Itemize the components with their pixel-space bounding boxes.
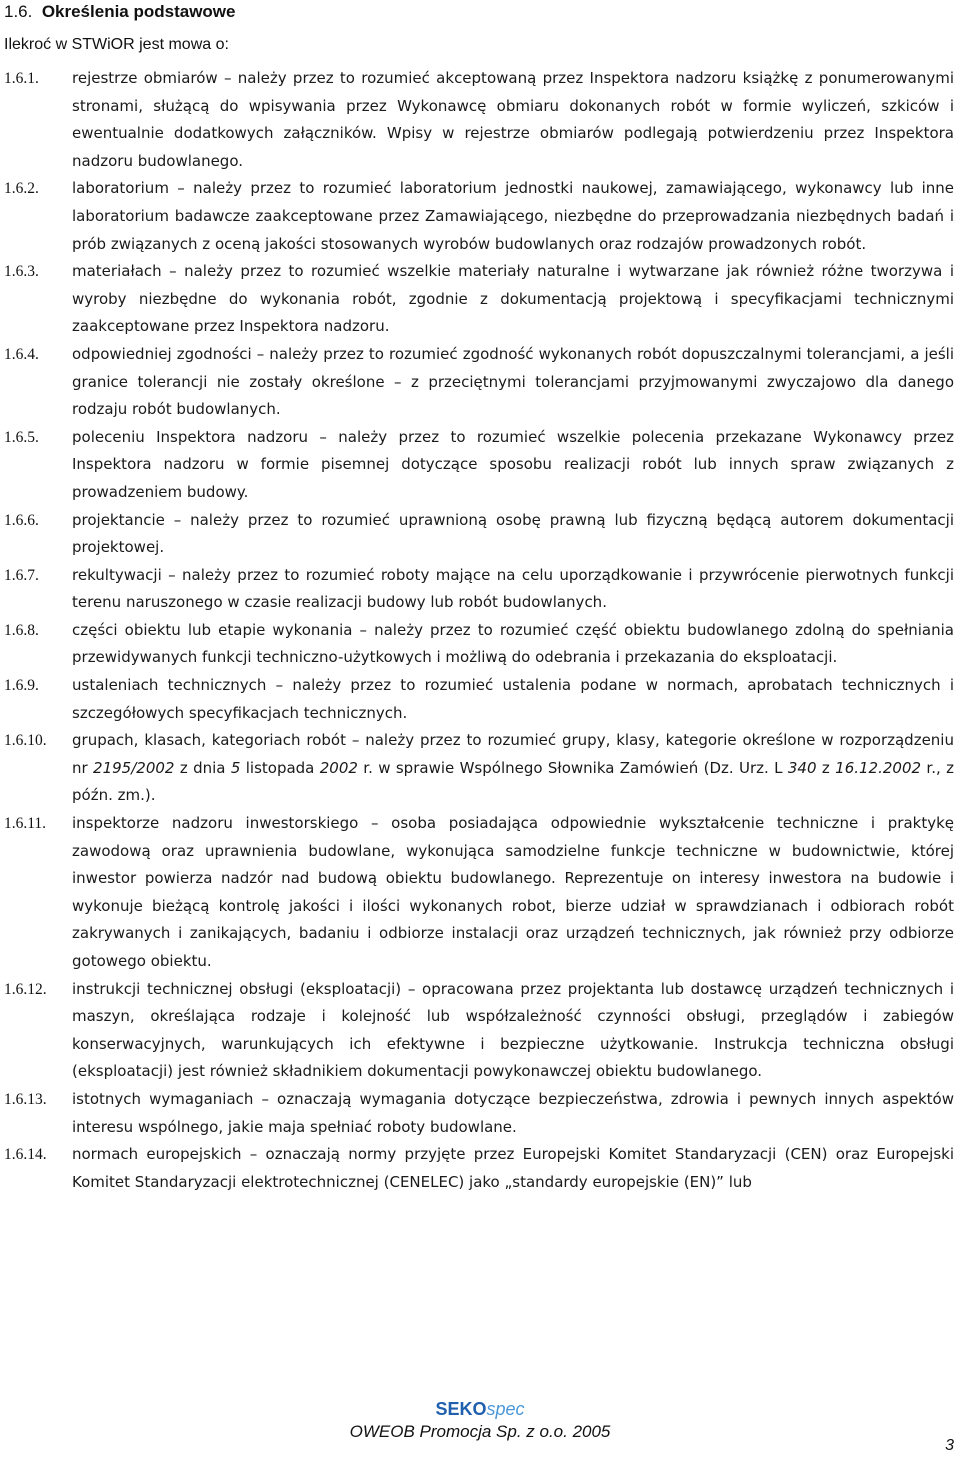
journal-number: 340 [787, 758, 817, 777]
definition-number: 1.6.11. [4, 815, 47, 833]
definition-item [4, 65, 954, 175]
definition-number: 1.6.14. [4, 1146, 47, 1164]
definition-text: istotnych wymaganiach – oznaczają wymagania dotyczące bezpieczeństwa, zdrowia i pewnych innych aspektów interesu wspólnego, jakie maja spełniać roboty budowlane. [72, 1089, 954, 1136]
definition-item [4, 562, 954, 617]
regulation-year: 2002 [319, 758, 358, 777]
definition-text [72, 727, 954, 810]
definition-number: 1.6.3. [4, 263, 39, 281]
regulation-day: 5 [230, 758, 241, 777]
definition-item [4, 1141, 954, 1196]
definition-item [4, 727, 954, 810]
definition-item [4, 1086, 954, 1141]
definition-text: części obiektu lub etapie wykonania – należy przez to rozumieć część obiektu budowlanego zdolną do spełniania przewidywanych funkcji techniczno-użytkowych i możliwą do odebrania i przekazania do eksploatacji. [72, 620, 954, 667]
definition-item [4, 341, 954, 424]
section-number: 1.6. [4, 2, 33, 21]
definition-text: laboratorium – należy przez to rozumieć laboratorium jednostki naukowej, zamawiającego, wykonawcy lub inne laboratorium badawcze zaakceptowane przez Zamawiającego, niezbędne do przeprowadzania niezbędnych badań i prób związanych z oceną jakości stosowanych wyrobów budowlanych oraz rodzajów prowadzonych robót. [72, 179, 954, 253]
definition-text-part: z dnia [174, 758, 231, 777]
definition-number: 1.6.1. [4, 70, 39, 87]
definition-text: projektancie – należy przez to rozumieć uprawnioną osobę prawną lub fizyczną będącą autorem dokumentacji projektowej. [72, 510, 954, 557]
regulation-number: 2195/2002 [93, 758, 175, 777]
definition-text: materiałach – należy przez to rozumieć wszelkie materiały naturalne i wytwarzane jak również różne tworzywa i wyroby niezbędne do wykonania robót, zgodnie z dokumentacją projektową i specyfikacjami technicznymi zaakceptowane przez Inspektora nadzoru. [72, 262, 954, 336]
definition-item [4, 175, 954, 258]
footer-company: OWEOB Promocja Sp. z o.o. 2005 [349, 1422, 611, 1441]
definition-number: 1.6.6. [4, 511, 39, 529]
definition-text: poleceniu Inspektora nadzoru – należy przez to rozumieć wszelkie polecenia przekazane Wykonawcy przez Inspektora nadzoru w formie pisemnej dotyczące sposobu realizacji robót lub innych spraw związanych z prowadzeniem budowy. [72, 427, 954, 501]
definition-text: inspektorze nadzoru inwestorskiego – osoba posiadająca odpowiednie wykształcenie techniczne i praktykę zawodową oraz uprawnienia budowlane, wykonująca samodzielne funkcje techniczne w budownictwie, której inwestor powierza nadzór nad budową obiektu budowlanego. Reprezentuje on interesy inwestora na budowie i wykonuje bieżącą kontrolę jakości i ilości wykonanych robot, bierze udział w sprawdzianach i odbiorach robót zakrywanych i zanikających, badaniu i odbiorze instalacji oraz urządzeń technicznych, jak również przy odbiorze gotowego obiektu. [72, 814, 954, 970]
section-title: Określenia podstawowe [41, 2, 236, 21]
definition-number: 1.6.2. [4, 180, 39, 198]
definition-item [4, 258, 954, 341]
footer-brand-logo [0, 1398, 960, 1420]
section-heading [4, 2, 236, 22]
definition-item [4, 507, 954, 562]
definition-item [4, 424, 954, 507]
definition-number: 1.6.13. [4, 1090, 47, 1108]
definition-number: 1.6.8. [4, 621, 39, 639]
definition-item [4, 672, 954, 727]
definition-number: 1.6.5. [4, 428, 39, 446]
definition-text: odpowiedniej zgodności – należy przez to rozumieć zgodność wykonanych robót dopuszczalnymi tolerancjami, a jeśli granice tolerancji nie zostały określone – z przeciętnymi tolerancjami przyjmowanymi zwyczajowo dla danego rodzaju robót budowlanych. [72, 344, 954, 419]
definitions-list [4, 65, 954, 1196]
definition-text: ustaleniach technicznych – należy przez to rozumieć ustalenia podane w normach, aprobatach technicznych i szczegółowych specyfikacjach technicznych. [72, 676, 954, 722]
definition-text: instrukcji technicznej obsługi (eksploatacji) – opracowana przez projektanta lub dostawcę urządzeń technicznych i maszyn, określająca rodzaje i kolejność lub współzależność czynności obsługi, przeglądów i zabiegów konserwacyjnych, warunkujących ich efektywne i bezpieczne użytkowanie. Instrukcja techniczna obsługi (eksploatacji) jest również składnikiem dokumentacji powykonawczej obiektu budowlanego. [72, 979, 954, 1081]
brand-part-seko: SEKO [435, 1399, 487, 1419]
definition-number: 1.6.4. [4, 345, 39, 363]
journal-date: 16.12.2002 [835, 758, 922, 777]
definition-item [4, 617, 954, 672]
definition-text-part: z [816, 758, 836, 777]
definition-number: 1.6.7. [4, 566, 39, 584]
definition-number: 1.6.9. [4, 677, 39, 695]
definition-text: normach europejskich – oznaczają normy przyjęte przez Europejski Komitet Standaryzacji (CEN) oraz Europejski Komitet Standaryzacji elektrotechnicznej (CENELEC) jako „standardy europejskie (EN)” lub [72, 1145, 954, 1191]
definition-item [4, 976, 954, 1086]
definition-text: rejestrze obmiarów – należy przez to rozumieć akceptowaną przez Inspektora nadzoru książkę z ponumerowanymi stronami, służącą do wpisywania przez Wykonawcę obmiaru dokonanych robót w formie wyliczeń, szkiców i ewentualnie dodatkowych załączników. Wpisy w rejestrze obmiarów podlegają potwierdzeniu przez Inspektora nadzoru budowlanego. [72, 69, 954, 170]
definition-number: 1.6.10. [4, 732, 47, 750]
section-intro: Ilekroć w STWiOR jest mowa o: [4, 36, 229, 53]
page-number: 3 [945, 1437, 954, 1454]
definition-text-part: r. w sprawie Wspólnego Słownika Zamówień (Dz. Urz. L [357, 758, 788, 777]
brand-part-spec: spec [486, 1399, 525, 1419]
definition-text: rekultywacji – należy przez to rozumieć roboty mające na celu uporządkowanie i przywrócenie pierwotnych funkcji terenu naruszonego w czasie realizacji budowy lub robót budowlanych. [72, 565, 954, 612]
definition-text-part: grupach, klasach, kategoriach robót – należy przez to rozumieć grupy, klasy, kategorie określone w rozporządzeniu nr [72, 731, 954, 777]
definition-text-part: listopada [240, 758, 320, 777]
definition-text-part: r., z późn. zm.). [72, 758, 954, 805]
definition-item [4, 810, 954, 976]
definition-number: 1.6.12. [4, 980, 47, 998]
